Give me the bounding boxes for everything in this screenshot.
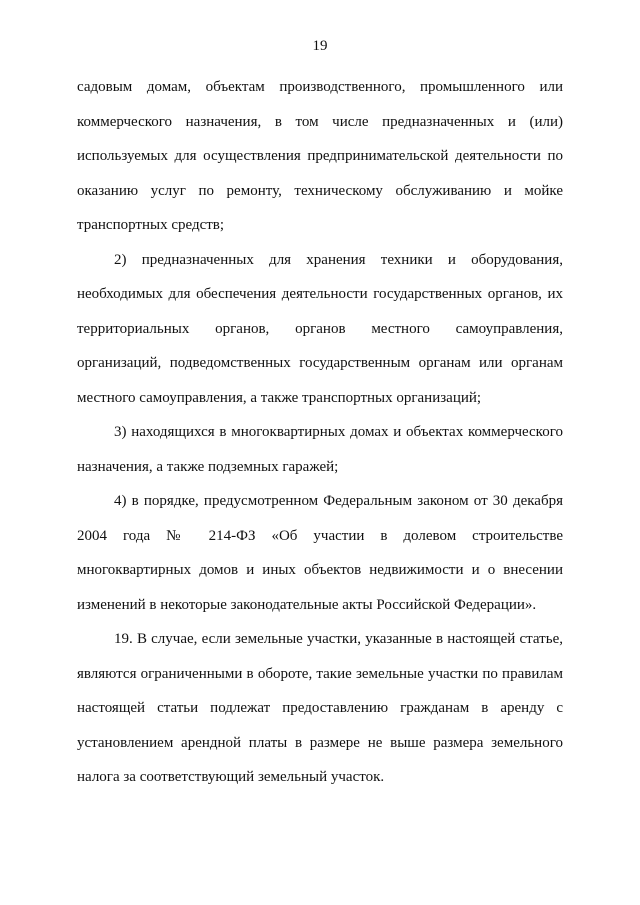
text-line: 3) находящихся в многоквартирных домах и объектах коммерческого — [114, 424, 563, 440]
text-line: налога за соответствующий земельный участок. — [77, 769, 385, 785]
text-line: являются ограниченными в обороте, такие земельные участки по правилам — [77, 665, 563, 682]
text-line: установлением арендной платы в размере не выше размера земельного — [77, 734, 563, 751]
text-line: транспортных средств; — [77, 217, 225, 233]
text-line: 2004 года № 214-ФЗ «Об участии в долевом строительстве — [77, 527, 563, 544]
paragraph-item-3 — [77, 415, 563, 484]
text-line: садовым домам, объектам производственного, промышленного или — [77, 79, 563, 95]
document-body — [77, 70, 563, 795]
paragraph-item-2 — [77, 243, 563, 416]
paragraph-continuation — [77, 70, 563, 243]
text-line: территориальных органов, органов местного самоуправления, — [77, 320, 563, 337]
text-line: местного самоуправления, а также транспортных организаций; — [77, 389, 482, 406]
text-line: организаций, подведомственных государственным органам или органам — [77, 355, 563, 371]
text-line: используемых для осуществления предпринимательской деятельности по — [77, 148, 563, 164]
paragraph-section-19 — [77, 622, 563, 795]
text-line: настоящей статьи подлежат предоставлению гражданам в аренду с — [77, 700, 563, 716]
text-line: 19. В случае, если земельные участки, указанные в настоящей статье, — [114, 631, 563, 647]
text-line: 2) предназначенных для хранения техники и оборудования, — [114, 251, 563, 268]
page-number: 19 — [312, 38, 328, 54]
paragraph-item-4 — [77, 484, 563, 622]
text-line: коммерческого назначения, в том числе предназначенных и (или) — [77, 113, 563, 130]
text-line: 4) в порядке, предусмотренном Федеральным законом от 30 декабря — [114, 493, 563, 509]
text-line: оказанию услуг по ремонту, техническому обслуживанию и мойке — [77, 182, 563, 199]
text-line: многоквартирных домов и иных объектов недвижимости и о внесении — [77, 562, 563, 578]
text-line: необходимых для обеспечения деятельности государственных органов, их — [77, 286, 563, 302]
text-line: изменений в некоторые законодательные акты Российской Федерации». — [77, 596, 537, 613]
text-line: назначения, а также подземных гаражей; — [77, 458, 339, 475]
